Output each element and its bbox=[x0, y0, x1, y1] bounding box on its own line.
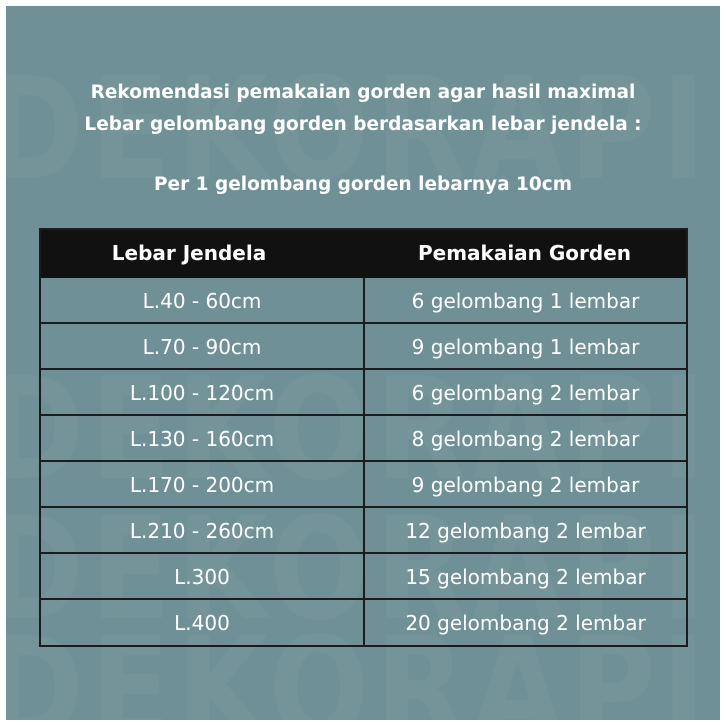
table-row bbox=[41, 460, 686, 506]
curtain-usage-cell: 12 gelombang 2 lembar bbox=[405, 519, 646, 543]
column-header-curtain-usage: Pemakaian Gorden bbox=[417, 241, 632, 265]
recommendation-title: Rekomendasi pemakaian gorden agar hasil maximal bbox=[90, 82, 636, 103]
window-width-cell: L.210 - 260cm bbox=[129, 519, 275, 543]
curtain-size-table bbox=[39, 228, 688, 647]
table-row bbox=[41, 322, 686, 368]
column-header-window-width: Lebar Jendela bbox=[111, 241, 267, 265]
width-explanation: Lebar gelombang gorden berdasarkan lebar jendela : bbox=[84, 114, 642, 135]
curtain-usage-cell: 15 gelombang 2 lembar bbox=[405, 565, 646, 589]
table-row bbox=[41, 552, 686, 598]
table-row bbox=[41, 368, 686, 414]
table-header bbox=[41, 230, 686, 278]
info-card bbox=[6, 6, 720, 720]
curtain-usage-cell: 6 gelombang 2 lembar bbox=[411, 381, 640, 405]
curtain-usage-cell: 20 gelombang 2 lembar bbox=[405, 611, 646, 635]
curtain-usage-cell: 9 gelombang 1 lembar bbox=[411, 335, 640, 359]
table-row bbox=[41, 506, 686, 552]
curtain-usage-cell: 9 gelombang 2 lembar bbox=[411, 473, 640, 497]
curtain-usage-cell: 8 gelombang 2 lembar bbox=[411, 427, 640, 451]
wave-width-note: Per 1 gelombang gorden lebarnya 10cm bbox=[153, 174, 573, 195]
table-row bbox=[41, 598, 686, 644]
curtain-usage-cell: 6 gelombang 1 lembar bbox=[411, 289, 640, 313]
window-width-cell: L.100 - 120cm bbox=[129, 381, 275, 405]
window-width-cell: L.400 bbox=[174, 611, 230, 635]
window-width-cell: L.300 bbox=[174, 565, 230, 589]
window-width-cell: L.170 - 200cm bbox=[129, 473, 275, 497]
window-width-cell: L.70 - 90cm bbox=[142, 335, 262, 359]
table-row bbox=[41, 278, 686, 324]
table-row bbox=[41, 414, 686, 460]
window-width-cell: L.130 - 160cm bbox=[129, 427, 275, 451]
window-width-cell: L.40 - 60cm bbox=[142, 289, 262, 313]
